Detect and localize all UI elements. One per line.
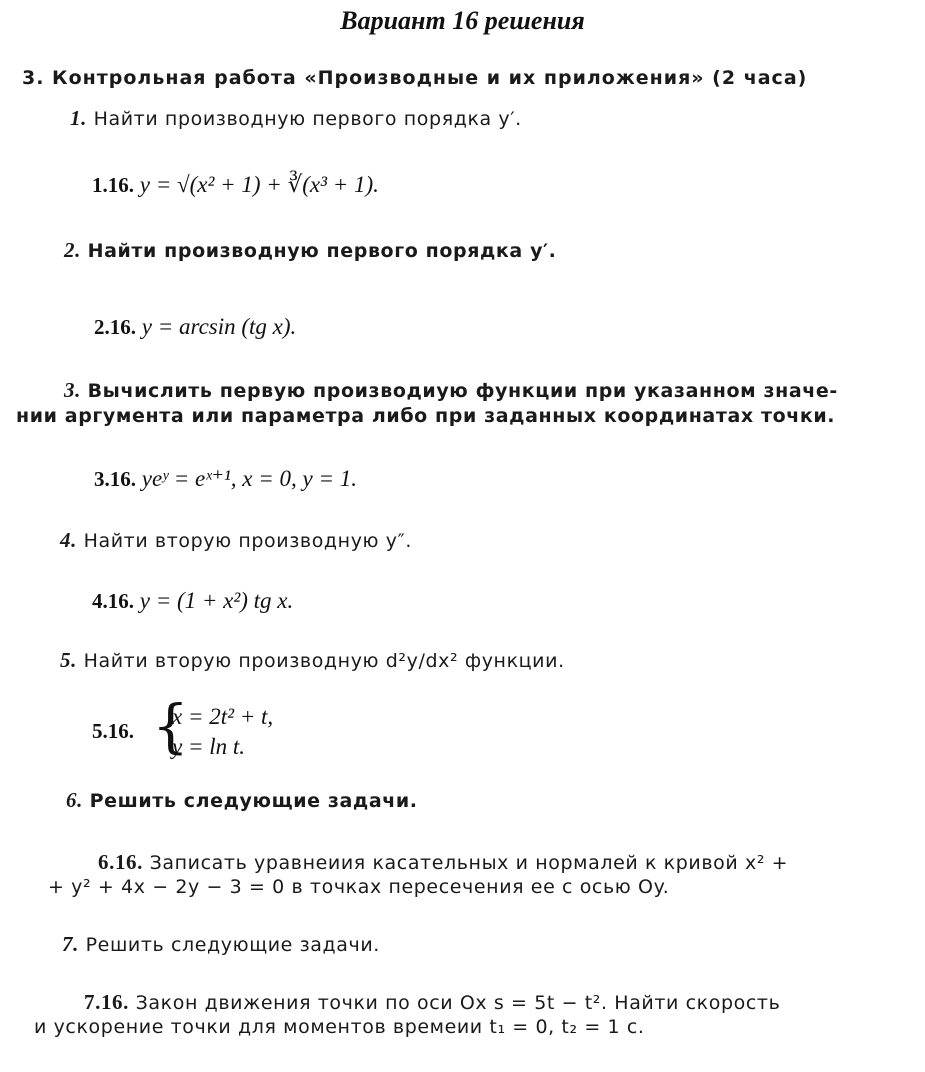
problem-5-16-number: 5.16. [92, 719, 134, 743]
task-2-number: 2. [64, 238, 81, 262]
problem-4-16-formula: y = (1 + x²) tg x. [139, 588, 294, 613]
problem-3-16-number: 3.16. [94, 467, 136, 491]
task-6-text: Решить следующие задачи. [89, 790, 418, 812]
task-5-number: 5. [60, 648, 77, 672]
task-1-text: Найти производную первого порядка y′. [93, 108, 522, 130]
problem-6-16 [98, 850, 788, 875]
problem-5-16-system-line1: x = 2t² + t, [172, 704, 274, 729]
problem-2-16-formula: y = arcsin (tg x). [141, 314, 297, 339]
task-4-text: Найти вторую производную y″. [83, 530, 412, 552]
problem-7-16-line1: Закон движения точки по оси Ox s = 5t − t². Найти скорость [135, 992, 781, 1014]
task-3-text-line2: нии аргумента или параметра либо при заданных координатах точки. [16, 405, 836, 427]
problem-1-16 [92, 172, 379, 198]
problem-5-16 [92, 718, 134, 744]
problem-5-16-system-line2: y = ln t. [172, 734, 246, 759]
task-4-number: 4. [60, 528, 77, 552]
problem-7-16-number: 7.16. [84, 990, 129, 1014]
task-5-text: Найти вторую производную d²y/dx² функции. [83, 650, 565, 672]
problem-7-16-line2: и ускорение точки для моментов времеии t₁ = 0, t₂ = 1 с. [34, 1016, 645, 1038]
task-7-text: Решить следующие задачи. [85, 934, 380, 956]
problem-6-16-number: 6.16. [98, 850, 143, 874]
task-3-number: 3. [64, 378, 81, 402]
task-3 [64, 378, 838, 403]
task-4 [60, 528, 412, 553]
problem-6-16-line1: Записать уравнеиия касательных и нормалей к кривой x² + [149, 852, 789, 874]
problem-7-16 [84, 990, 780, 1015]
task-7 [62, 932, 380, 957]
section-heading: 3. Контрольная работа «Производные и их приложения» (2 часа) [22, 67, 808, 89]
task-1-number: 1. [70, 106, 87, 130]
task-3-text-line1: Вычислить первую производиую функции при указанном значе- [87, 380, 838, 402]
task-2-text: Найти производную первого порядка y′. [87, 240, 557, 262]
system-brace: { [152, 692, 189, 760]
problem-1-16-number: 1.16. [92, 173, 134, 197]
problem-6-16-line2: + y² + 4x − 2y − 3 = 0 в точках пересечения ее с осью Oy. [48, 876, 670, 898]
task-7-number: 7. [62, 932, 79, 956]
problem-3-16-formula: yeʸ = eˣ⁺¹, x = 0, y = 1. [141, 466, 357, 491]
problem-3-16 [94, 466, 357, 492]
problem-4-16-number: 4.16. [92, 589, 134, 613]
task-2 [64, 238, 556, 263]
page-title: Вариант 16 решения [340, 6, 585, 35]
task-6 [66, 788, 418, 813]
problem-1-16-formula: y = √(x² + 1) + ∛(x³ + 1). [139, 172, 379, 197]
problem-4-16 [92, 588, 293, 614]
task-1 [70, 106, 522, 131]
task-5 [60, 648, 565, 673]
problem-2-16-number: 2.16. [94, 315, 136, 339]
task-6-number: 6. [66, 788, 83, 812]
problem-2-16 [94, 314, 296, 340]
